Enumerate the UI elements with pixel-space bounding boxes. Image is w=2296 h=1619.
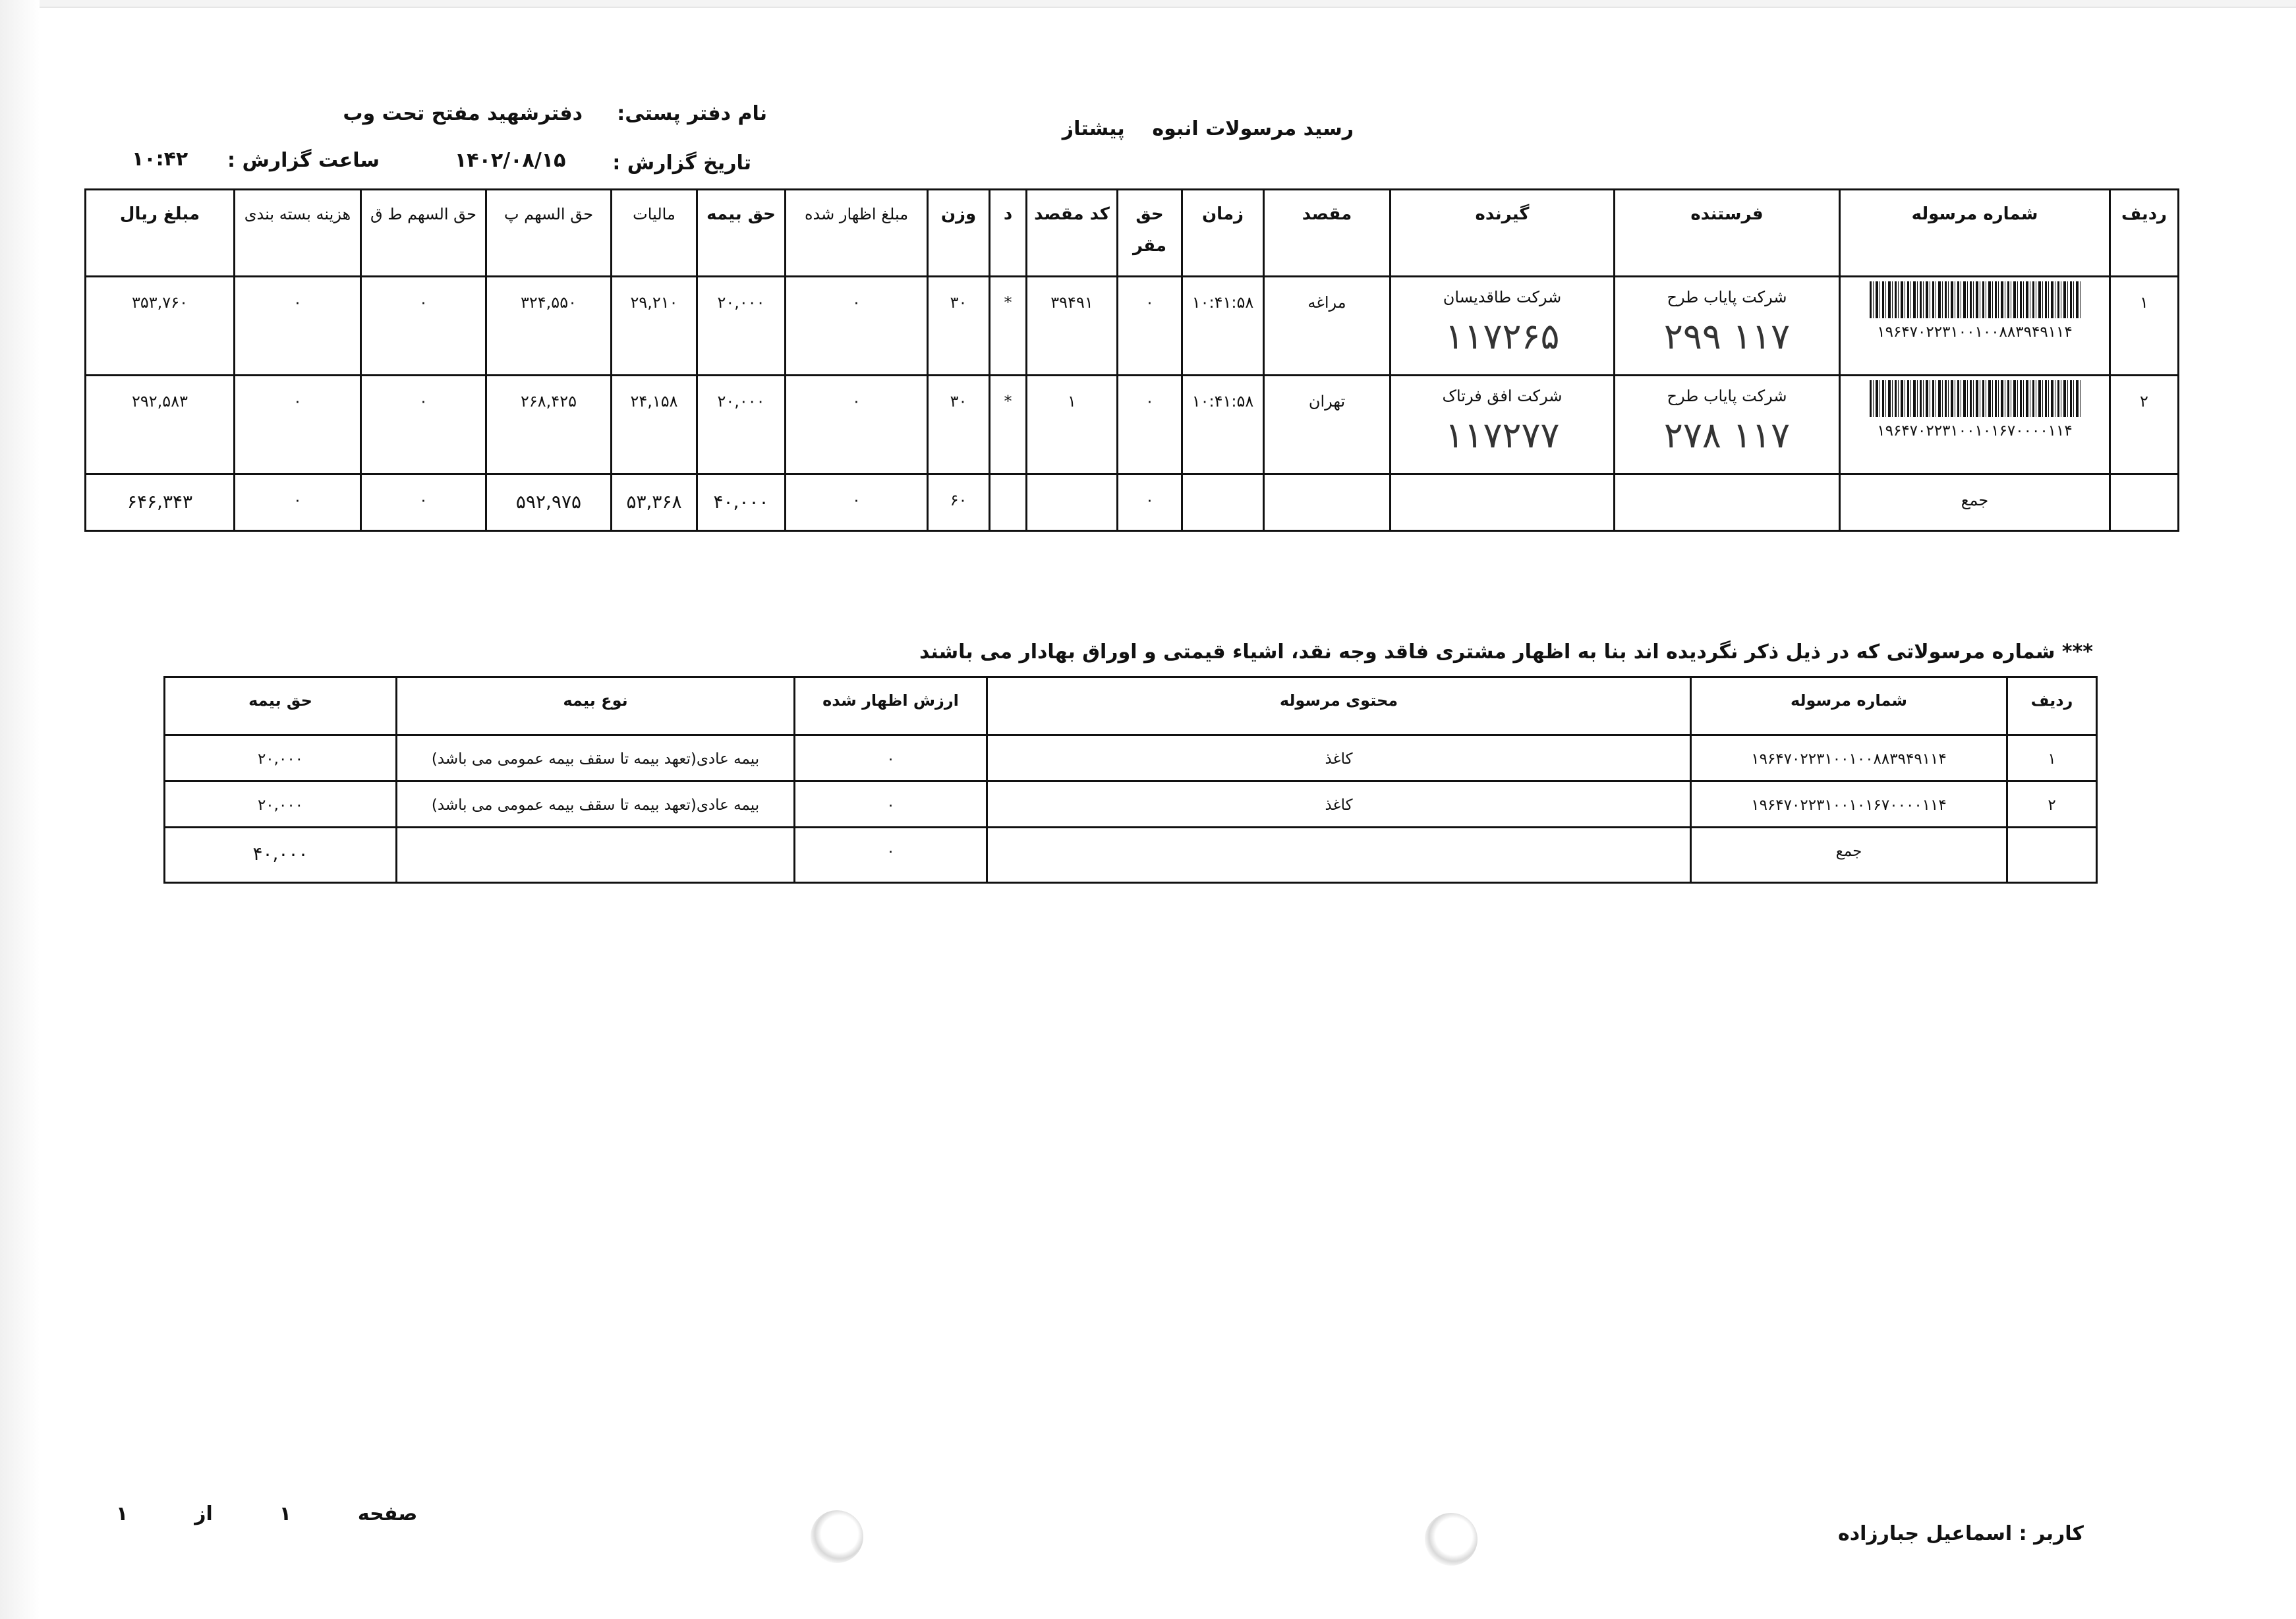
total-weight: ۶۰ [928, 474, 990, 531]
col-packing: هزینه بسته بندی [235, 190, 361, 277]
ins-premium: ۲۰,۰۰۰ [165, 781, 397, 828]
ins-total-declared: ۰ [795, 828, 987, 883]
total-empty-cell [990, 474, 1027, 531]
total-empty-cell [1027, 474, 1118, 531]
ins-total-row [165, 828, 2097, 883]
ins-content: کاغذ [987, 781, 1691, 828]
office-label: نام دفتر پستی: [617, 102, 767, 125]
shipment-number-cell [1840, 277, 2110, 376]
ins-content: کاغذ [987, 735, 1691, 781]
col-receiver: گیرنده [1391, 190, 1615, 277]
ins-declared: ۰ [795, 735, 987, 781]
total-empty-cell [1182, 474, 1264, 531]
col-d: د [990, 190, 1027, 277]
declared: ۰ [786, 376, 928, 474]
declared: ۰ [786, 277, 928, 376]
total-label: جمع [1840, 474, 2110, 531]
page-of: از [194, 1502, 213, 1525]
d-mark: * [990, 376, 1027, 474]
office-name: دفترشهید مفتح تحت وب [343, 102, 583, 125]
ins-type: بیمه عادی(تعهد بیمه تا سقف بیمه عمومی می باشد) [397, 735, 795, 781]
punch-hole [1425, 1513, 1478, 1566]
insurance: ۲۰,۰۰۰ [697, 376, 786, 474]
ins-col-type: نوع بیمه [397, 677, 795, 735]
col-share-p: حق السهم پ [486, 190, 612, 277]
col-row: ردیف [2110, 190, 2179, 277]
barcode-image [1870, 380, 2081, 417]
share-tq: ۰ [361, 376, 486, 474]
shipment-number-cell [1840, 376, 2110, 474]
title-text: رسید مرسولات انبوه [1152, 117, 1354, 140]
report-date-label: تاریخ گزارش : [612, 152, 751, 175]
ins-total-empty-cell [397, 828, 795, 883]
user-label: کاربر : [2019, 1522, 2084, 1545]
sender-name: شرکت پایاب طرح [1667, 288, 1787, 306]
report-date: ۱۴۰۲/۰۸/۱۵ [455, 149, 566, 172]
time: ۱۰:۴۱:۵۸ [1182, 277, 1264, 376]
sender-handwritten-code: ۱۱۷ ۲۹۹ [1663, 316, 1791, 357]
table-row [165, 735, 2097, 781]
page-indicator [116, 1502, 417, 1525]
punch-hole [811, 1510, 863, 1563]
sender-cell [1615, 277, 1840, 376]
total-row [86, 474, 2179, 531]
insurance: ۲۰,۰۰۰ [697, 277, 786, 376]
valuables-note: *** شماره مرسولاتی که در ذیل ذکر نگردیده اند بنا به اظهار مشتری فاقد وجه نقد، اشیاء قیمتی و اوراق بهادار می باشند [919, 640, 2093, 664]
row-number: ۲ [2110, 376, 2179, 474]
destination: تهران [1264, 376, 1391, 474]
time: ۱۰:۴۱:۵۸ [1182, 376, 1264, 474]
ins-total-label: جمع [1691, 828, 2007, 883]
table-row [86, 277, 2179, 376]
col-destination: مقصد [1264, 190, 1391, 277]
packing: ۰ [235, 277, 361, 376]
sender-name: شرکت پایاب طرح [1667, 387, 1787, 405]
total-hagh-maghar: ۰ [1118, 474, 1182, 531]
page-label: صفحه [357, 1502, 418, 1525]
total-declared: ۰ [786, 474, 928, 531]
report-time: ۱۰:۴۲ [132, 148, 188, 171]
amount: ۳۵۳,۷۶۰ [86, 277, 235, 376]
amount: ۲۹۲,۵۸۳ [86, 376, 235, 474]
scan-top-edge [0, 0, 2296, 8]
total-share-tq: ۰ [361, 474, 486, 531]
ins-declared: ۰ [795, 781, 987, 828]
ins-total-empty-cell [2007, 828, 2097, 883]
ins-row-number: ۲ [2007, 781, 2097, 828]
receiver-handwritten-code: ۱۱۷۲۷۷ [1445, 414, 1560, 456]
receiver-name: شرکت طاقدیسان [1443, 288, 1562, 306]
ins-shipment-number: ۱۹۶۴۷۰۲۲۳۱۰۰۱۰۱۶۷۰۰۰۰۱۱۴ [1691, 781, 2007, 828]
receiver-cell [1391, 277, 1615, 376]
total-insurance: ۴۰,۰۰۰ [697, 474, 786, 531]
barcode-image [1870, 281, 2081, 318]
col-sender: فرستنده [1615, 190, 1840, 277]
insurance-table [163, 676, 2098, 884]
dest-code: ۱ [1027, 376, 1118, 474]
total-packing: ۰ [235, 474, 361, 531]
destination: مراغه [1264, 277, 1391, 376]
share-p: ۳۲۴,۵۵۰ [486, 277, 612, 376]
table-row [86, 376, 2179, 474]
tax: ۲۹,۲۱۰ [612, 277, 697, 376]
col-amount: مبلغ ریال [86, 190, 235, 277]
share-p: ۲۶۸,۴۲۵ [486, 376, 612, 474]
hagh-maghar: ۰ [1118, 376, 1182, 474]
ins-col-number: شماره مرسوله [1691, 677, 2007, 735]
col-insurance: حق بیمه [697, 190, 786, 277]
receipt-title [1062, 117, 1354, 140]
total-empty-cell [1391, 474, 1615, 531]
total-empty-cell [1615, 474, 1840, 531]
row-number: ۱ [2110, 277, 2179, 376]
col-time: زمان [1182, 190, 1264, 277]
office-line [343, 102, 767, 125]
service-text: پیشتاز [1062, 117, 1125, 140]
ins-row-number: ۱ [2007, 735, 2097, 781]
weight: ۳۰ [928, 376, 990, 474]
col-dest-code: کد مقصد [1027, 190, 1118, 277]
sender-cell [1615, 376, 1840, 474]
report-time-label: ساعت گزارش : [227, 149, 380, 172]
d-mark: * [990, 277, 1027, 376]
ins-premium: ۲۰,۰۰۰ [165, 735, 397, 781]
ins-total-empty-cell [987, 828, 1691, 883]
sender-handwritten-code: ۱۱۷ ۲۷۸ [1663, 414, 1791, 456]
receiver-handwritten-code: ۱۱۷۲۶۵ [1445, 316, 1560, 357]
ins-shipment-number: ۱۹۶۴۷۰۲۲۳۱۰۰۱۰۰۸۸۳۹۴۹۱۱۴ [1691, 735, 2007, 781]
col-weight: وزن [928, 190, 990, 277]
user-name: اسماعیل جبارزاده [1838, 1522, 2013, 1545]
receiver-name: شرکت افق فرتاک [1442, 387, 1563, 405]
total-tax: ۵۳,۳۶۸ [612, 474, 697, 531]
shipments-header-row [86, 190, 2179, 277]
total-share-p: ۵۹۲,۹۷۵ [486, 474, 612, 531]
insurance-header-row [165, 677, 2097, 735]
total-empty-cell [1264, 474, 1391, 531]
scan-left-edge [0, 0, 40, 1619]
col-tax: مالیات [612, 190, 697, 277]
dest-code: ۳۹۴۹۱ [1027, 277, 1118, 376]
shipments-table [84, 188, 2179, 532]
page-total: ۱ [116, 1502, 129, 1525]
ins-col-row: ردیف [2007, 677, 2097, 735]
ins-col-premium: حق بیمه [165, 677, 397, 735]
tax: ۲۴,۱۵۸ [612, 376, 697, 474]
table-row [165, 781, 2097, 828]
ins-total-premium: ۴۰,۰۰۰ [165, 828, 397, 883]
total-amount: ۶۴۶,۳۴۳ [86, 474, 235, 531]
hagh-maghar: ۰ [1118, 277, 1182, 376]
packing: ۰ [235, 376, 361, 474]
ins-col-declared: ارزش اظهار شده [795, 677, 987, 735]
col-share-tq: حق السهم ط ق [361, 190, 486, 277]
ins-col-content: محتوی مرسوله [987, 677, 1691, 735]
shipment-number: ۱۹۶۴۷۰۲۲۳۱۰۰۱۰۰۸۸۳۹۴۹۱۱۴ [1877, 324, 2073, 341]
shipment-number: ۱۹۶۴۷۰۲۲۳۱۰۰۱۰۱۶۷۰۰۰۰۱۱۴ [1877, 422, 2073, 440]
receiver-cell [1391, 376, 1615, 474]
user-line [1838, 1522, 2084, 1545]
share-tq: ۰ [361, 277, 486, 376]
col-declared: مبلغ اظهار شده [786, 190, 928, 277]
weight: ۳۰ [928, 277, 990, 376]
total-empty-cell [2110, 474, 2179, 531]
page-current: ۱ [279, 1502, 291, 1525]
col-hagh-maghar: حق مقر [1118, 190, 1182, 277]
col-number: شماره مرسوله [1840, 190, 2110, 277]
ins-type: بیمه عادی(تعهد بیمه تا سقف بیمه عمومی می باشد) [397, 781, 795, 828]
